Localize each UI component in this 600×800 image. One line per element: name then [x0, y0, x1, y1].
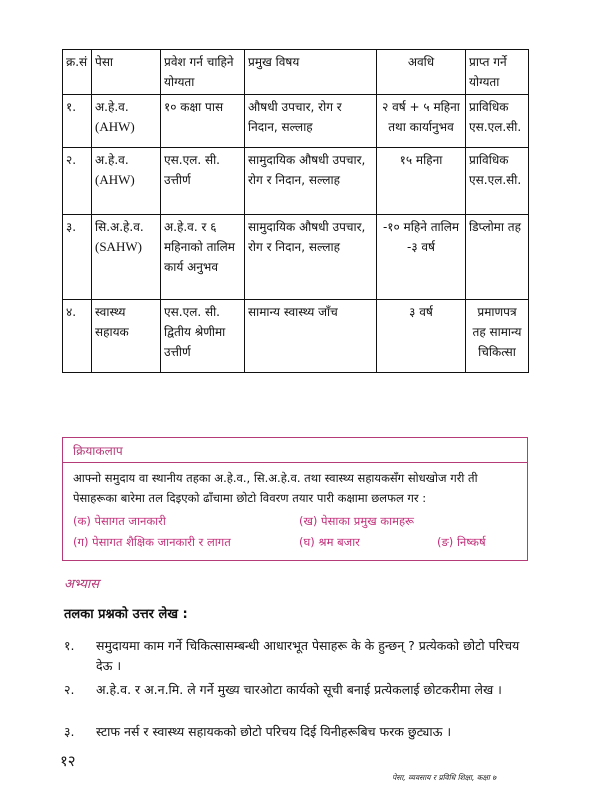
activity-box — [62, 437, 528, 561]
header-serial: क्र.सं — [63, 50, 92, 95]
header-obtained-qualification: प्राप्त गर्ने योग्यता — [466, 50, 529, 95]
profession-nepali: सि.अ.हे.व. — [95, 220, 144, 234]
cell-qualification: प्राविधिक एस.एल.सी. — [466, 148, 529, 215]
activity-description: आफ्नो समुदाय वा स्थानीय तहका अ.हे.व., सि.अ.हे.व. तथा स्वास्थ्य सहायकसँग सोधखोज गरी ती पेसाहरूका बारेमा तल दिइएको ढाँचामा छोटो विवरण तयार पारी कक्षामा छलफल गर : — [73, 471, 478, 505]
activity-title-divider — [63, 462, 527, 463]
table-row — [63, 148, 529, 215]
cell-subject: सामुदायिक औषधी उपचार, रोग र निदान, सल्लाह — [245, 148, 377, 215]
question-number: १. — [64, 638, 75, 653]
question-text: समुदायमा काम गर्ने चिकित्सासम्बन्धी आधारभूत पेसाहरू के के हुन्छन् ? प्रत्येकको छोटो परिचय देऊ । — [96, 638, 520, 673]
question-text: अ.हे.व. र अ.न.मि. ले गर्ने मुख्य चारओटा कार्यको सूची बनाई प्रत्येकलाई छोटकरीमा लेख । — [96, 682, 502, 697]
question-number: ३. — [64, 724, 75, 739]
cell-subject: सामुदायिक औषधी उपचार, रोग र निदान, सल्लाह — [245, 215, 377, 300]
question-number: २. — [64, 682, 75, 697]
activity-option-ga: (ग) पेसागत शैक्षिक जानकारी र लागत — [73, 535, 231, 549]
cell-profession — [92, 148, 161, 215]
page-footer: पेसा, व्यवसाय र प्रविधि शिक्षा, कक्षा ७ — [392, 773, 497, 782]
cell-profession — [92, 95, 161, 148]
profession-nepali: अ.हे.व. — [95, 100, 129, 114]
cell-duration: १५ महिना — [377, 148, 466, 215]
cell-profession — [92, 215, 161, 300]
profession-english: (AHW) — [95, 172, 135, 187]
cell-qualification: प्रमाणपत्र तह सामान्य चिकित्सा — [466, 300, 529, 373]
header-entry-qualification: प्रवेश गर्न चाहिने योग्यता — [161, 50, 245, 95]
profession-nepali: अ.हे.व. — [95, 153, 129, 167]
cell-subject: औषधी उपचार, रोग र निदान, सल्लाह — [245, 95, 377, 148]
cell-entry: एस.एल. सी. द्वितीय श्रेणीमा उत्तीर्ण — [161, 300, 245, 373]
cell-duration: २ वर्ष + ५ महिना तथा कार्यानुभव — [377, 95, 466, 148]
table-row — [63, 215, 529, 300]
profession-english: (SAHW) — [95, 239, 142, 254]
activity-option-kha: (ख) पेसाका प्रमुख कामहरू — [299, 514, 414, 528]
activity-title: क्रियाकलाप — [73, 444, 123, 458]
activity-option-ka: (क) पेसागत जानकारी — [73, 514, 166, 528]
health-careers-table — [62, 49, 529, 373]
cell-serial: ४. — [63, 300, 92, 373]
header-profession: पेसा — [92, 50, 161, 95]
exercise-instruction: तलका प्रश्नको उत्तर लेख : — [64, 607, 188, 622]
cell-duration: ३ वर्ष — [377, 300, 466, 373]
header-duration: अवधि — [377, 50, 466, 95]
cell-serial: १. — [63, 95, 92, 148]
cell-duration: -१० महिने तालिम -३ वर्ष — [377, 215, 466, 300]
cell-qualification: प्राविधिक एस.एल.सी. — [466, 95, 529, 148]
cell-serial: ३. — [63, 215, 92, 300]
profession-nepali: स्वास्थ्य सहायक — [95, 305, 129, 339]
table-header-row — [63, 50, 529, 95]
cell-profession — [92, 300, 161, 373]
table-row — [63, 95, 529, 148]
profession-english: (AHW) — [95, 119, 135, 134]
cell-qualification: डिप्लोमा तह — [466, 215, 529, 300]
activity-option-gha: (घ) श्रम बजार — [299, 535, 360, 549]
exercise-title: अभ्यास — [64, 577, 100, 592]
page-number: १२ — [60, 752, 76, 770]
table-row — [63, 300, 529, 373]
activity-option-nga: (ङ) निष्कर्ष — [437, 535, 486, 549]
cell-entry: अ.हे.व. र ६ महिनाको तालिम कार्य अनुभव — [161, 215, 245, 300]
cell-entry: १० कक्षा पास — [161, 95, 245, 148]
header-main-subject: प्रमुख विषय — [245, 50, 377, 95]
cell-serial: २. — [63, 148, 92, 215]
cell-subject: सामान्य स्वास्थ्य जाँच — [245, 300, 377, 373]
cell-entry: एस.एल. सी. उत्तीर्ण — [161, 148, 245, 215]
question-text: स्टाफ नर्स र स्वास्थ्य सहायकको छोटो परिचय दिई यिनीहरूबिच फरक छुट्याऊ । — [96, 724, 452, 739]
